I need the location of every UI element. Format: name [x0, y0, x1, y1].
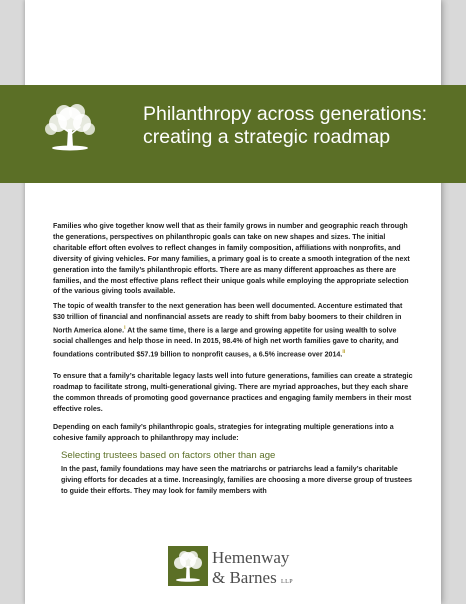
company-name-line2	[212, 568, 293, 592]
footnote-marker[interactable]: ii	[342, 348, 346, 355]
section-subheading: Selecting trustees based on factors other than age	[61, 450, 276, 461]
company-logo-text	[212, 548, 293, 592]
paragraph-intro: Families who give together know well that as their family grows in number and geographic reach through the generations, perspectives on philanthropic goals can take on new shapes and sizes. The initial charitable effort often evolves to reflect changes in family composition, affiliations with nonprofits, and diversity of giving vehicles. For many families, a primary goal is to create a smooth integration of the next generation into the family’s philanthropic efforts. There are as many different approaches as there are families, and the most effective plans reflect their unique goals while employing the appropriate selection of the various giving tools available.	[53, 222, 410, 296]
paragraph-text: The topic of wealth transfer to the next generation has been well documented. Accenture estimated that $30 trillion of financial and nonfinancial assets are ready to shift from baby boomers to their children in North America alone.	[53, 302, 403, 335]
paragraph-strategies: Depending on each family’s philanthropic goals, strategies for integrating multiple generations into a cohesive family approach to philanthropy may include:	[53, 423, 394, 442]
paragraph-legacy: To ensure that a family’s charitable legacy lasts well into future generations, families can create a strategic roadmap to facilitate strong, multi-generational giving. There are myriad approaches, but they each share the common threads of promoting good governance practices and engaging family members in their most effective roles.	[53, 372, 413, 413]
company-name-line1: Hemenway	[212, 548, 290, 567]
tree-icon	[40, 99, 100, 159]
company-llp: LLP	[280, 579, 294, 585]
tree-icon	[168, 546, 208, 586]
company-name-line2-text: & Barnes	[212, 568, 277, 587]
footnote-marker[interactable]: i	[124, 324, 126, 331]
paragraph-trustees: In the past, family foundations may have seen the matriarchs or patriarchs lead a family’s charitable giving efforts for decades at a time. Increasingly, families are choosing a more diverse group of trustees to guide their efforts. They may look for family members with	[61, 465, 413, 495]
paragraph-text: At the same time, there is a large and growing appetite for using wealth to solve social challenges and help those in need. In 2015, 98.4% of high net worth families gave to charity, and foundations contributed $57.19 billion to nonprofit causes, a 6.5% increase over 2014.	[53, 326, 399, 359]
title-banner	[0, 85, 466, 183]
page-title: Philanthropy across generations: creating a strategic roadmap	[143, 103, 427, 148]
paragraph-wealth-transfer	[53, 301, 415, 360]
